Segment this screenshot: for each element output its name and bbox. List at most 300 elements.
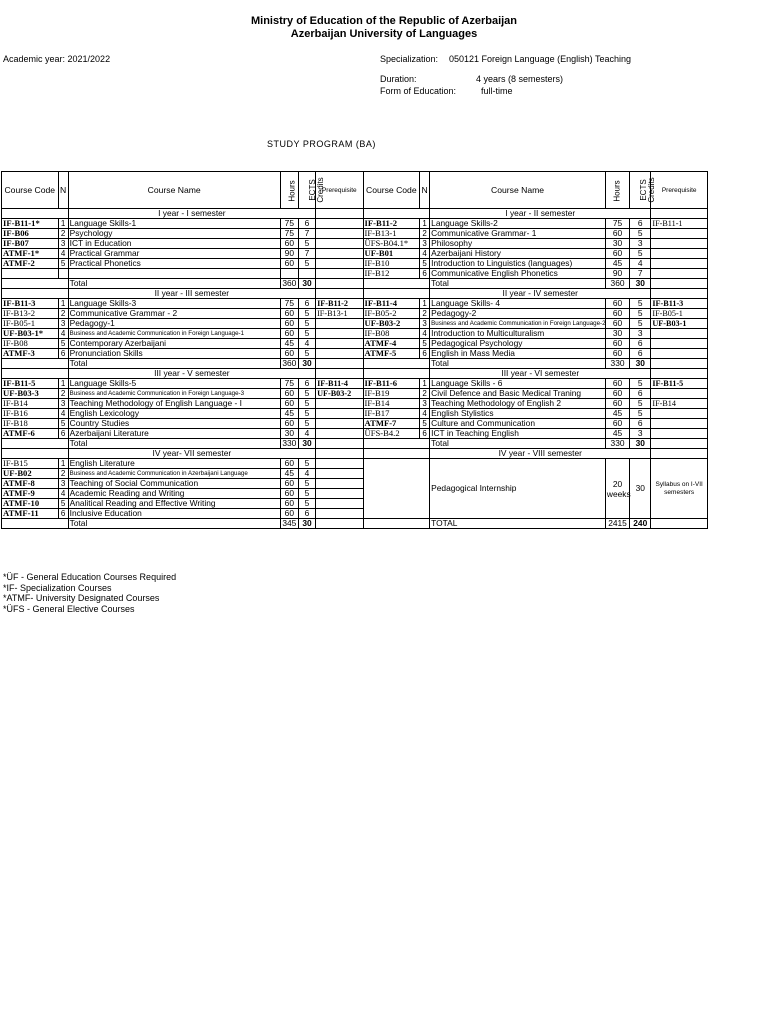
empty-cell [2,449,69,459]
internship-prerequisite: Syllabus on I-VII semesters [651,459,708,519]
col-header-prereq [651,172,708,209]
legend [3,572,176,614]
course-number: 4 [58,409,68,419]
course-ects: 7 [298,249,315,259]
total-label: Total [430,279,606,289]
course-name: Pedagogy-1 [68,319,280,329]
course-code: IF-B15 [2,459,59,469]
duration-value: 4 years (8 semesters) [476,74,564,84]
course-number: 3 [58,479,68,489]
table-row [2,319,708,329]
course-ects: 6 [630,349,651,359]
semester-title: I year - II semester [430,209,651,219]
course-ects: 5 [298,459,315,469]
course-name: Communicative Grammar- 1 [430,229,606,239]
col-header-ects [298,172,325,209]
program-title: STUDY PROGRAM (BA) [267,139,376,149]
course-ects: 5 [298,499,315,509]
course-hours: 75 [280,299,298,309]
legend-item: *IF- Specialization Courses [3,582,112,593]
total-hours: 360 [280,359,298,369]
col-header-hours [605,172,629,209]
empty-cell [2,519,69,529]
empty-cell [316,519,363,529]
course-name: Teaching Methodology of English 2 [430,399,606,409]
specialization-label: Specialization: [380,54,439,64]
total-label: Total [68,359,280,369]
course-code: UF-B02 [2,469,59,479]
course-ects: 5 [298,389,315,399]
empty-cell [2,359,69,369]
empty-cell [316,209,363,219]
course-prerequisite [651,409,708,419]
empty-cell [363,439,430,449]
empty-cell [2,439,69,449]
course-number: 2 [420,309,430,319]
empty-cell [651,279,708,289]
course-name: Inclusive Education [68,509,280,519]
form-value: full-time [481,86,513,96]
course-code: ATMF-4 [363,339,420,349]
semester-title: II year - IV semester [430,289,651,299]
total-label: Total [68,439,280,449]
academic-year: Academic year: 2021/2022 [3,54,111,64]
course-number: 6 [420,349,430,359]
course-name: English Lexicology [68,409,280,419]
course-ects: 5 [298,329,315,339]
course-code: UF-B01 [363,249,420,259]
course-ects: 5 [298,409,315,419]
course-name: Pedagogy-2 [430,309,606,319]
col-header-hours [280,172,298,209]
course-name: Language Skills-1 [68,219,280,229]
course-number: 2 [58,469,68,479]
course-prerequisite [316,469,363,479]
course-number: 5 [420,259,430,269]
course-name [68,269,280,279]
course-hours: 60 [280,509,298,519]
empty-cell [363,449,430,459]
course-name: ICT in Teaching English [430,429,606,439]
course-prerequisite [316,429,363,439]
course-name: Practical Grammar [68,249,280,259]
col-header-n: N [58,172,68,209]
course-number: 4 [420,329,430,339]
table-row [2,459,708,469]
course-prerequisite: IF-B11-4 [316,379,363,389]
course-code: IF-B19 [363,389,420,399]
course-prerequisite [651,249,708,259]
course-prerequisite [316,249,363,259]
course-code: IF-B05-1 [2,319,59,329]
empty-cell [2,209,69,219]
course-ects: 6 [298,509,315,519]
course-hours: 60 [280,239,298,249]
semester-title-row [2,209,708,219]
empty-cell [316,439,363,449]
course-hours: 60 [605,379,629,389]
course-name: Pronunciation Skills [68,349,280,359]
course-hours: 45 [280,409,298,419]
col-header-ects-label: ECTS Credits [639,177,657,203]
course-hours: 45 [280,469,298,479]
course-number: 4 [58,329,68,339]
total-hours: 330 [605,439,629,449]
course-code: IF-B11-6 [363,379,420,389]
empty-cell [316,289,363,299]
course-name: Business and Academic Communication in Foreign Language-1 [68,329,280,339]
course-hours: 90 [280,249,298,259]
course-code: ATMF-3 [2,349,59,359]
course-hours: 60 [280,309,298,319]
course-name: Introduction to Multiculturalism [430,329,606,339]
total-row [2,359,708,369]
total-label: TOTAL [430,519,606,529]
course-number: 4 [420,409,430,419]
col-header-prereq-label: Prerequisite [661,187,697,194]
course-code: ATMF-9 [2,489,59,499]
table-row [2,339,708,349]
course-ects: 3 [630,429,651,439]
course-ects: 6 [298,219,315,229]
course-prerequisite: IF-B11-2 [316,299,363,309]
course-ects: 5 [298,419,315,429]
course-prerequisite [651,419,708,429]
course-code: IF-B12 [363,269,420,279]
course-ects: 5 [298,349,315,359]
empty-cell [363,459,430,519]
course-hours: 60 [605,319,629,329]
total-ects: 30 [298,439,315,449]
form-label: Form of Education: [380,86,457,96]
course-code: ÜFS-B4.2 [363,429,420,439]
course-number: 6 [58,349,68,359]
course-number: 6 [58,509,68,519]
course-prerequisite [651,339,708,349]
course-number: 2 [58,309,68,319]
course-prerequisite [316,239,363,249]
course-name: English Literature [68,459,280,469]
course-code: IF-B16 [2,409,59,419]
course-ects: 5 [630,379,651,389]
course-name: Business and Academic Communication in Foreign Language-2 [431,320,606,327]
course-ects: 5 [630,409,651,419]
col-header-prereq-label: Prerequisite [321,187,357,194]
course-number: 6 [420,429,430,439]
course-name: Language Skills-3 [68,299,280,309]
course-code: ATMF-6 [2,429,59,439]
empty-cell [363,279,430,289]
course-number: 1 [420,219,430,229]
course-prerequisite [316,399,363,409]
course-code: ATMF-5 [363,349,420,359]
course-number: 4 [420,249,430,259]
total-hours: 360 [280,279,298,289]
total-ects: 30 [298,279,315,289]
course-name: Azerbaijani Literature [68,429,280,439]
course-ects: 3 [630,329,651,339]
empty-cell [363,369,430,379]
empty-cell [651,359,708,369]
course-ects: 5 [630,299,651,309]
empty-cell [316,369,363,379]
table-row [2,299,708,309]
course-code: IF-B08 [363,329,420,339]
semester-title: III year - V semester [68,369,315,379]
internship-name: Pedagogical Internship [430,459,606,519]
table-row [2,419,708,429]
course-ects: 5 [298,479,315,489]
empty-cell [363,519,430,529]
course-ects: 4 [298,339,315,349]
course-ects: 6 [298,299,315,309]
course-code: IF-B14 [2,399,59,409]
course-code [2,269,59,279]
course-hours: 60 [605,389,629,399]
course-name: Academic Reading and Writing [68,489,280,499]
total-ects: 30 [298,519,315,529]
col-header-code: Course Code [363,172,420,209]
course-prerequisite [651,259,708,269]
course-hours: 30 [280,429,298,439]
course-hours: 60 [280,389,298,399]
course-ects: 5 [298,319,315,329]
course-prerequisite [316,339,363,349]
course-number: 5 [58,419,68,429]
course-number: 3 [420,239,430,249]
course-hours: 60 [605,229,629,239]
course-number: 2 [420,229,430,239]
course-ects: 4 [298,469,315,479]
course-ects: 6 [298,379,315,389]
course-prerequisite: IF-B11-5 [651,379,708,389]
course-number: 1 [58,219,68,229]
course-ects: 5 [630,399,651,409]
course-ects: 5 [630,319,651,329]
course-number: 2 [58,229,68,239]
course-code: IF-B13-1 [363,229,420,239]
table-row [2,379,708,389]
course-name: Language Skills-2 [430,219,606,229]
course-number: 3 [58,399,68,409]
course-prerequisite [316,269,363,279]
empty-cell [651,449,708,459]
total-row [2,519,708,529]
table-row [2,219,708,229]
course-hours: 45 [605,259,629,269]
course-name: Azerbaijani History [430,249,606,259]
course-ects: 5 [298,489,315,499]
course-code: IF-B11-4 [363,299,420,309]
course-number: 3 [58,319,68,329]
course-code: IF-B11-2 [363,219,420,229]
course-ects: 5 [630,249,651,259]
course-code: IF-B07 [2,239,59,249]
course-ects: 5 [298,239,315,249]
course-code: ATMF-10 [2,499,59,509]
course-number: 2 [420,389,430,399]
col-header-n: N [420,172,430,209]
course-prerequisite [316,509,363,519]
course-prerequisite: IF-B11-3 [651,299,708,309]
total-label: Total [430,439,606,449]
course-prerequisite: UF-B03-2 [316,389,363,399]
course-prerequisite: UF-B03-1 [651,319,708,329]
course-number: 4 [58,489,68,499]
specialization-value: 050121 Foreign Language (English) Teaching [449,54,631,64]
course-hours: 90 [605,269,629,279]
total-hours: 345 [280,519,298,529]
course-hours: 60 [280,459,298,469]
course-code: IF-B11-5 [2,379,59,389]
course-name: Practical Phonetics [68,259,280,269]
table-row [2,249,708,259]
course-ects: 6 [630,389,651,399]
course-number: 5 [420,419,430,429]
table-row [2,429,708,439]
course-hours: 60 [280,329,298,339]
course-prerequisite [316,499,363,509]
table-row [2,349,708,359]
table-row [2,229,708,239]
university-title: Azerbaijan University of Languages [290,28,478,40]
course-hours: 60 [605,249,629,259]
course-ects: 5 [298,259,315,269]
course-code: ATMF-7 [363,419,420,429]
course-number: 1 [58,299,68,309]
course-prerequisite [316,349,363,359]
course-code: IF-B11-3 [2,299,59,309]
semester-title: III year - VI semester [430,369,651,379]
course-hours: 60 [280,479,298,489]
course-number: 6 [58,429,68,439]
course-name: Country Studies [68,419,280,429]
course-number: 1 [420,299,430,309]
course-code: UF-B03-1* [2,329,59,339]
total-hours: 330 [280,439,298,449]
course-code: IF-B06 [2,229,59,239]
table-row [2,329,708,339]
course-ects: 6 [630,419,651,429]
course-prerequisite [316,229,363,239]
course-ects: 4 [630,259,651,269]
course-hours: 60 [280,419,298,429]
course-hours: 60 [605,309,629,319]
course-hours: 60 [605,399,629,409]
legend-item: *ÜFS - General Elective Courses [3,603,135,614]
course-name: Civil Defence and Basic Medical Traning [430,389,606,399]
course-code: ATMF-8 [2,479,59,489]
col-header-code: Course Code [2,172,59,209]
course-number: 6 [420,269,430,279]
empty-cell [363,359,430,369]
course-prerequisite [316,219,363,229]
course-name: Language Skills-5 [68,379,280,389]
course-prerequisite [651,239,708,249]
col-header-ects [630,172,657,209]
course-ects: 4 [298,429,315,439]
course-name: Business and Academic Communication in Foreign Language-3 [68,389,280,399]
course-ects: 6 [630,339,651,349]
course-hours: 30 [605,329,629,339]
course-hours: 75 [280,229,298,239]
course-hours: 75 [280,379,298,389]
total-ects: 30 [630,439,651,449]
table-row [2,309,708,319]
semester-title: II year - III semester [68,289,315,299]
course-hours: 60 [280,319,298,329]
total-row [2,279,708,289]
course-code: UF-B03-2 [363,319,420,329]
course-hours: 60 [605,299,629,309]
legend-item: *ATMF- University Designated Courses [3,593,160,603]
course-code: IF-B17 [363,409,420,419]
course-prerequisite [316,319,363,329]
empty-cell [2,369,69,379]
course-number: 5 [420,339,430,349]
duration-label: Duration: [380,74,417,84]
empty-cell [651,209,708,219]
semester-title: IV year - VIII semester [430,449,651,459]
semester-title-row [2,289,708,299]
course-ects: 7 [630,269,651,279]
course-name: Introduction to Linguistics (languages) [430,259,606,269]
col-header-hours-label: Hours [612,179,622,202]
course-name: Language Skills- 4 [430,299,606,309]
total-label: Total [68,279,280,289]
course-name: Analitical Reading and Effective Writing [68,499,280,509]
course-prerequisite [651,229,708,239]
empty-cell [651,289,708,299]
course-number: 5 [58,499,68,509]
course-hours [280,269,298,279]
table-row [2,409,708,419]
total-ects: 30 [630,279,651,289]
course-ects: 5 [298,399,315,409]
course-name: Communicative English Phonetics [430,269,606,279]
course-ects: 3 [630,239,651,249]
course-name: Contemporary Azerbaijani [68,339,280,349]
course-number: 3 [420,399,430,409]
empty-cell [363,289,430,299]
course-hours: 60 [280,489,298,499]
course-hours: 30 [605,239,629,249]
course-prerequisite: IF-B05-1 [651,309,708,319]
course-name: Teaching Methodology of English Language - I [68,399,280,409]
total-ects: 30 [630,359,651,369]
course-prerequisite [316,459,363,469]
total-hours: 360 [605,279,629,289]
course-hours: 60 [280,349,298,359]
course-number: 4 [58,249,68,259]
course-name: English Stylistics [430,409,606,419]
internship-ects: 30 [630,459,651,519]
table-row [2,269,708,279]
course-name: Pedagogical Psychology [430,339,606,349]
course-code: IF-B05-2 [363,309,420,319]
course-hours: 60 [280,259,298,269]
empty-cell [2,279,69,289]
course-number: 1 [58,379,68,389]
table-header-row [2,172,708,209]
course-name: ICT in Education [68,239,280,249]
course-hours: 60 [280,499,298,509]
course-prerequisite [316,259,363,269]
course-code: ATMF-11 [2,509,59,519]
course-code: IF-B11-1* [2,219,59,229]
course-ects: 5 [630,309,651,319]
course-name: Culture and Communication [430,419,606,429]
